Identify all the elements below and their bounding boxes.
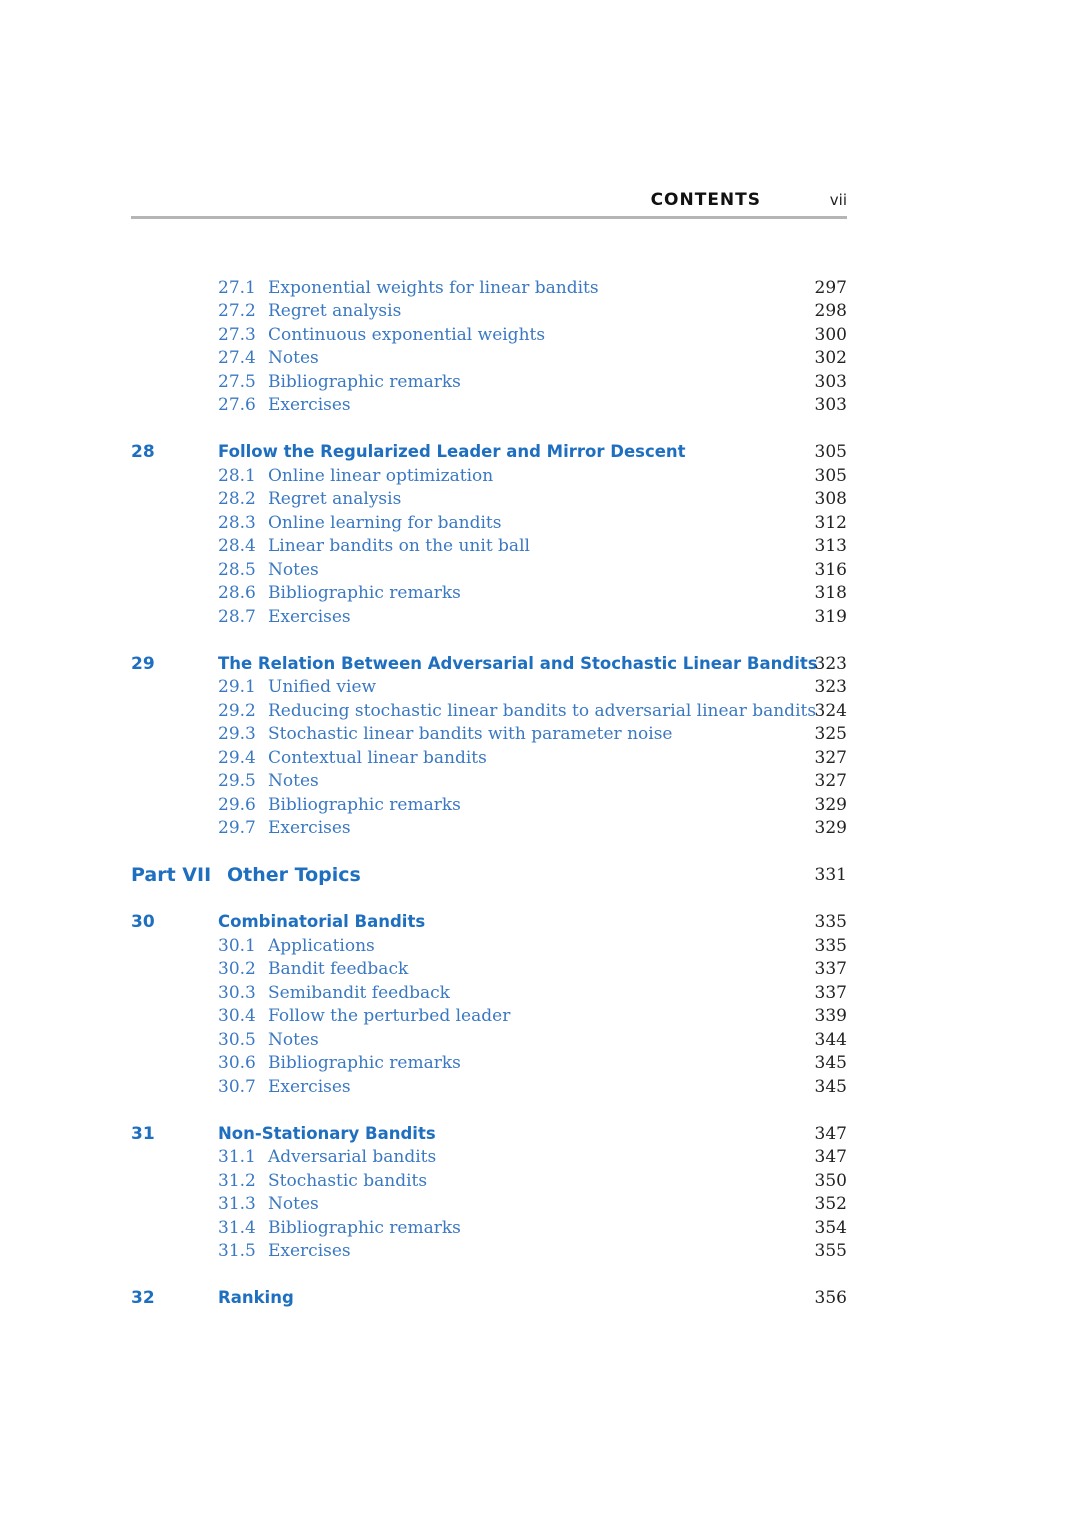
section-number: 29.2 bbox=[218, 701, 256, 721]
section-title[interactable]: Semibandit feedback bbox=[268, 983, 450, 1003]
page-number: 313 bbox=[814, 536, 847, 556]
chapter-number: 29 bbox=[131, 654, 155, 674]
section-title[interactable]: Applications bbox=[268, 936, 375, 956]
page-number: 356 bbox=[814, 1288, 847, 1308]
section-title[interactable]: Notes bbox=[268, 1030, 319, 1050]
toc-section-27-2[interactable] bbox=[0, 299, 1080, 323]
section-title[interactable]: Exercises bbox=[268, 1241, 351, 1261]
page-number: 305 bbox=[814, 466, 847, 486]
section-number: 30.3 bbox=[218, 983, 256, 1003]
section-title[interactable]: Notes bbox=[268, 560, 319, 580]
section-number: 31.3 bbox=[218, 1194, 256, 1214]
section-number: 31.5 bbox=[218, 1241, 256, 1261]
section-number: 29.6 bbox=[218, 795, 256, 815]
section-number: 28.3 bbox=[218, 513, 256, 533]
section-number: 31.4 bbox=[218, 1218, 256, 1238]
toc-section-27-5[interactable] bbox=[0, 370, 1080, 394]
section-number: 28.2 bbox=[218, 489, 256, 509]
page-number: 345 bbox=[814, 1077, 847, 1097]
chapter-title[interactable]: Ranking bbox=[218, 1288, 294, 1307]
toc-section-30-4[interactable] bbox=[0, 1004, 1080, 1028]
page-number: 323 bbox=[814, 677, 847, 697]
running-head-page-number: vii bbox=[829, 191, 847, 209]
section-title[interactable]: Exercises bbox=[268, 607, 351, 627]
section-number: 30.2 bbox=[218, 959, 256, 979]
section-number: 28.4 bbox=[218, 536, 256, 556]
section-title[interactable]: Adversarial bandits bbox=[268, 1147, 437, 1167]
section-number: 30.5 bbox=[218, 1030, 256, 1050]
page-number: 335 bbox=[814, 936, 847, 956]
toc-section-28-1[interactable] bbox=[0, 464, 1080, 488]
page-number: 347 bbox=[814, 1147, 847, 1167]
toc-section-29-6[interactable] bbox=[0, 793, 1080, 817]
section-number: 28.5 bbox=[218, 560, 256, 580]
toc-section-28-2[interactable] bbox=[0, 487, 1080, 511]
toc-section-30-1[interactable] bbox=[0, 934, 1080, 958]
section-title[interactable]: Regret analysis bbox=[268, 489, 402, 509]
section-number: 27.1 bbox=[218, 278, 256, 298]
page-number: 303 bbox=[814, 395, 847, 415]
toc-section-29-2[interactable] bbox=[0, 699, 1080, 723]
section-number: 31.1 bbox=[218, 1147, 256, 1167]
page-number: 324 bbox=[814, 701, 847, 721]
page-number: 337 bbox=[814, 983, 847, 1003]
part-title[interactable]: Other Topics bbox=[227, 864, 361, 886]
toc-chapter-32[interactable] bbox=[0, 1286, 1080, 1310]
section-number: 30.1 bbox=[218, 936, 256, 956]
page-number: 298 bbox=[814, 301, 847, 321]
section-title[interactable]: Linear bandits on the unit ball bbox=[268, 536, 530, 556]
section-title[interactable]: Continuous exponential weights bbox=[268, 325, 546, 345]
toc-section-30-6[interactable] bbox=[0, 1051, 1080, 1075]
section-title[interactable]: Contextual linear bandits bbox=[268, 748, 487, 768]
page-number: 347 bbox=[814, 1124, 847, 1144]
toc-section-30-7[interactable] bbox=[0, 1075, 1080, 1099]
toc-section-31-3[interactable] bbox=[0, 1192, 1080, 1216]
section-title[interactable]: Notes bbox=[268, 348, 319, 368]
section-number: 30.4 bbox=[218, 1006, 256, 1026]
toc-chapter-31[interactable] bbox=[0, 1122, 1080, 1146]
page-number: 312 bbox=[814, 513, 847, 533]
section-title[interactable]: Exercises bbox=[268, 395, 351, 415]
section-title[interactable]: Exercises bbox=[268, 1077, 351, 1097]
toc-section-28-6[interactable] bbox=[0, 581, 1080, 605]
section-number: 27.6 bbox=[218, 395, 256, 415]
toc-section-29-4[interactable] bbox=[0, 746, 1080, 770]
section-number: 29.4 bbox=[218, 748, 256, 768]
page-number: 329 bbox=[814, 818, 847, 838]
page-number: 308 bbox=[814, 489, 847, 509]
toc-section-27-4[interactable] bbox=[0, 346, 1080, 370]
page-number: 329 bbox=[814, 795, 847, 815]
chapter-title[interactable]: Follow the Regularized Leader and Mirror Descent bbox=[218, 442, 686, 461]
section-title[interactable]: Bandit feedback bbox=[268, 959, 409, 979]
toc-section-30-3[interactable] bbox=[0, 981, 1080, 1005]
chapter-number: 32 bbox=[131, 1288, 155, 1308]
section-title[interactable]: Bibliographic remarks bbox=[268, 1218, 461, 1238]
toc-section-28-5[interactable] bbox=[0, 558, 1080, 582]
chapter-title[interactable]: Combinatorial Bandits bbox=[218, 912, 426, 931]
chapter-title[interactable]: The Relation Between Adversarial and Stochastic Linear Bandits bbox=[218, 654, 818, 673]
page-number: 305 bbox=[814, 442, 847, 462]
toc-section-29-3[interactable] bbox=[0, 722, 1080, 746]
part-label: Part VII bbox=[131, 864, 212, 886]
page-number: 303 bbox=[814, 372, 847, 392]
section-number: 27.3 bbox=[218, 325, 256, 345]
page-number: 339 bbox=[814, 1006, 847, 1026]
page-number: 302 bbox=[814, 348, 847, 368]
chapter-number: 30 bbox=[131, 912, 155, 932]
section-number: 29.7 bbox=[218, 818, 256, 838]
toc-section-31-4[interactable] bbox=[0, 1216, 1080, 1240]
section-number: 29.1 bbox=[218, 677, 256, 697]
section-title[interactable]: Stochastic linear bandits with parameter noise bbox=[268, 724, 673, 744]
toc-chapter-30[interactable] bbox=[0, 910, 1080, 934]
toc-section-29-1[interactable] bbox=[0, 675, 1080, 699]
section-number: 29.3 bbox=[218, 724, 256, 744]
section-number: 27.2 bbox=[218, 301, 256, 321]
section-number: 28.6 bbox=[218, 583, 256, 603]
toc-part-7[interactable] bbox=[0, 862, 1080, 888]
page-number: 344 bbox=[814, 1030, 847, 1050]
toc-section-28-3[interactable] bbox=[0, 511, 1080, 535]
page-number: 352 bbox=[814, 1194, 847, 1214]
toc-chapter-29[interactable] bbox=[0, 652, 1080, 676]
toc-section-29-5[interactable] bbox=[0, 769, 1080, 793]
section-number: 31.2 bbox=[218, 1171, 256, 1191]
toc-section-30-2[interactable] bbox=[0, 957, 1080, 981]
running-head-title: CONTENTS bbox=[650, 190, 761, 210]
toc-section-27-1[interactable] bbox=[0, 276, 1080, 300]
page-number: 327 bbox=[814, 771, 847, 791]
section-number: 28.1 bbox=[218, 466, 256, 486]
page-number: 350 bbox=[814, 1171, 847, 1191]
page-number: 319 bbox=[814, 607, 847, 627]
section-title[interactable]: Exercises bbox=[268, 818, 351, 838]
page-number: 345 bbox=[814, 1053, 847, 1073]
section-number: 27.5 bbox=[218, 372, 256, 392]
page-number: 354 bbox=[814, 1218, 847, 1238]
section-title[interactable]: Notes bbox=[268, 771, 319, 791]
section-title[interactable]: Unified view bbox=[268, 677, 377, 697]
toc-section-31-2[interactable] bbox=[0, 1169, 1080, 1193]
toc-section-27-3[interactable] bbox=[0, 323, 1080, 347]
page-number: 355 bbox=[814, 1241, 847, 1261]
section-title[interactable]: Stochastic bandits bbox=[268, 1171, 428, 1191]
toc-section-29-7[interactable] bbox=[0, 816, 1080, 840]
section-number: 29.5 bbox=[218, 771, 256, 791]
section-number: 30.7 bbox=[218, 1077, 256, 1097]
chapter-number: 28 bbox=[131, 442, 155, 462]
section-title[interactable]: Exponential weights for linear bandits bbox=[268, 278, 599, 298]
header-rule bbox=[131, 216, 847, 219]
section-number: 28.7 bbox=[218, 607, 256, 627]
running-head bbox=[131, 186, 847, 216]
section-title[interactable]: Bibliographic remarks bbox=[268, 1053, 461, 1073]
toc-section-28-4[interactable] bbox=[0, 534, 1080, 558]
section-title[interactable]: Bibliographic remarks bbox=[268, 372, 461, 392]
page-number: 325 bbox=[814, 724, 847, 744]
page-number: 337 bbox=[814, 959, 847, 979]
toc-chapter-28[interactable] bbox=[0, 440, 1080, 464]
toc-section-31-5[interactable] bbox=[0, 1239, 1080, 1263]
section-title[interactable]: Follow the perturbed leader bbox=[268, 1006, 511, 1026]
page-number: 327 bbox=[814, 748, 847, 768]
toc-section-30-5[interactable] bbox=[0, 1028, 1080, 1052]
page-number: 297 bbox=[814, 278, 847, 298]
page-number: 300 bbox=[814, 325, 847, 345]
page-number: 323 bbox=[814, 654, 847, 674]
chapter-title[interactable]: Non-Stationary Bandits bbox=[218, 1124, 436, 1143]
section-title[interactable]: Online linear optimization bbox=[268, 466, 494, 486]
chapter-number: 31 bbox=[131, 1124, 155, 1144]
toc-section-27-6[interactable] bbox=[0, 393, 1080, 417]
section-title[interactable]: Online learning for bandits bbox=[268, 513, 502, 533]
section-title[interactable]: Notes bbox=[268, 1194, 319, 1214]
section-title[interactable]: Bibliographic remarks bbox=[268, 795, 461, 815]
page-number: 318 bbox=[814, 583, 847, 603]
page-number: 331 bbox=[814, 865, 847, 885]
section-title[interactable]: Bibliographic remarks bbox=[268, 583, 461, 603]
section-number: 27.4 bbox=[218, 348, 256, 368]
page-number: 316 bbox=[814, 560, 847, 580]
toc-section-28-7[interactable] bbox=[0, 605, 1080, 629]
section-title[interactable]: Regret analysis bbox=[268, 301, 402, 321]
section-title[interactable]: Reducing stochastic linear bandits to adversarial linear bandits bbox=[268, 701, 817, 721]
section-number: 30.6 bbox=[218, 1053, 256, 1073]
page-number: 335 bbox=[814, 912, 847, 932]
toc-section-31-1[interactable] bbox=[0, 1145, 1080, 1169]
